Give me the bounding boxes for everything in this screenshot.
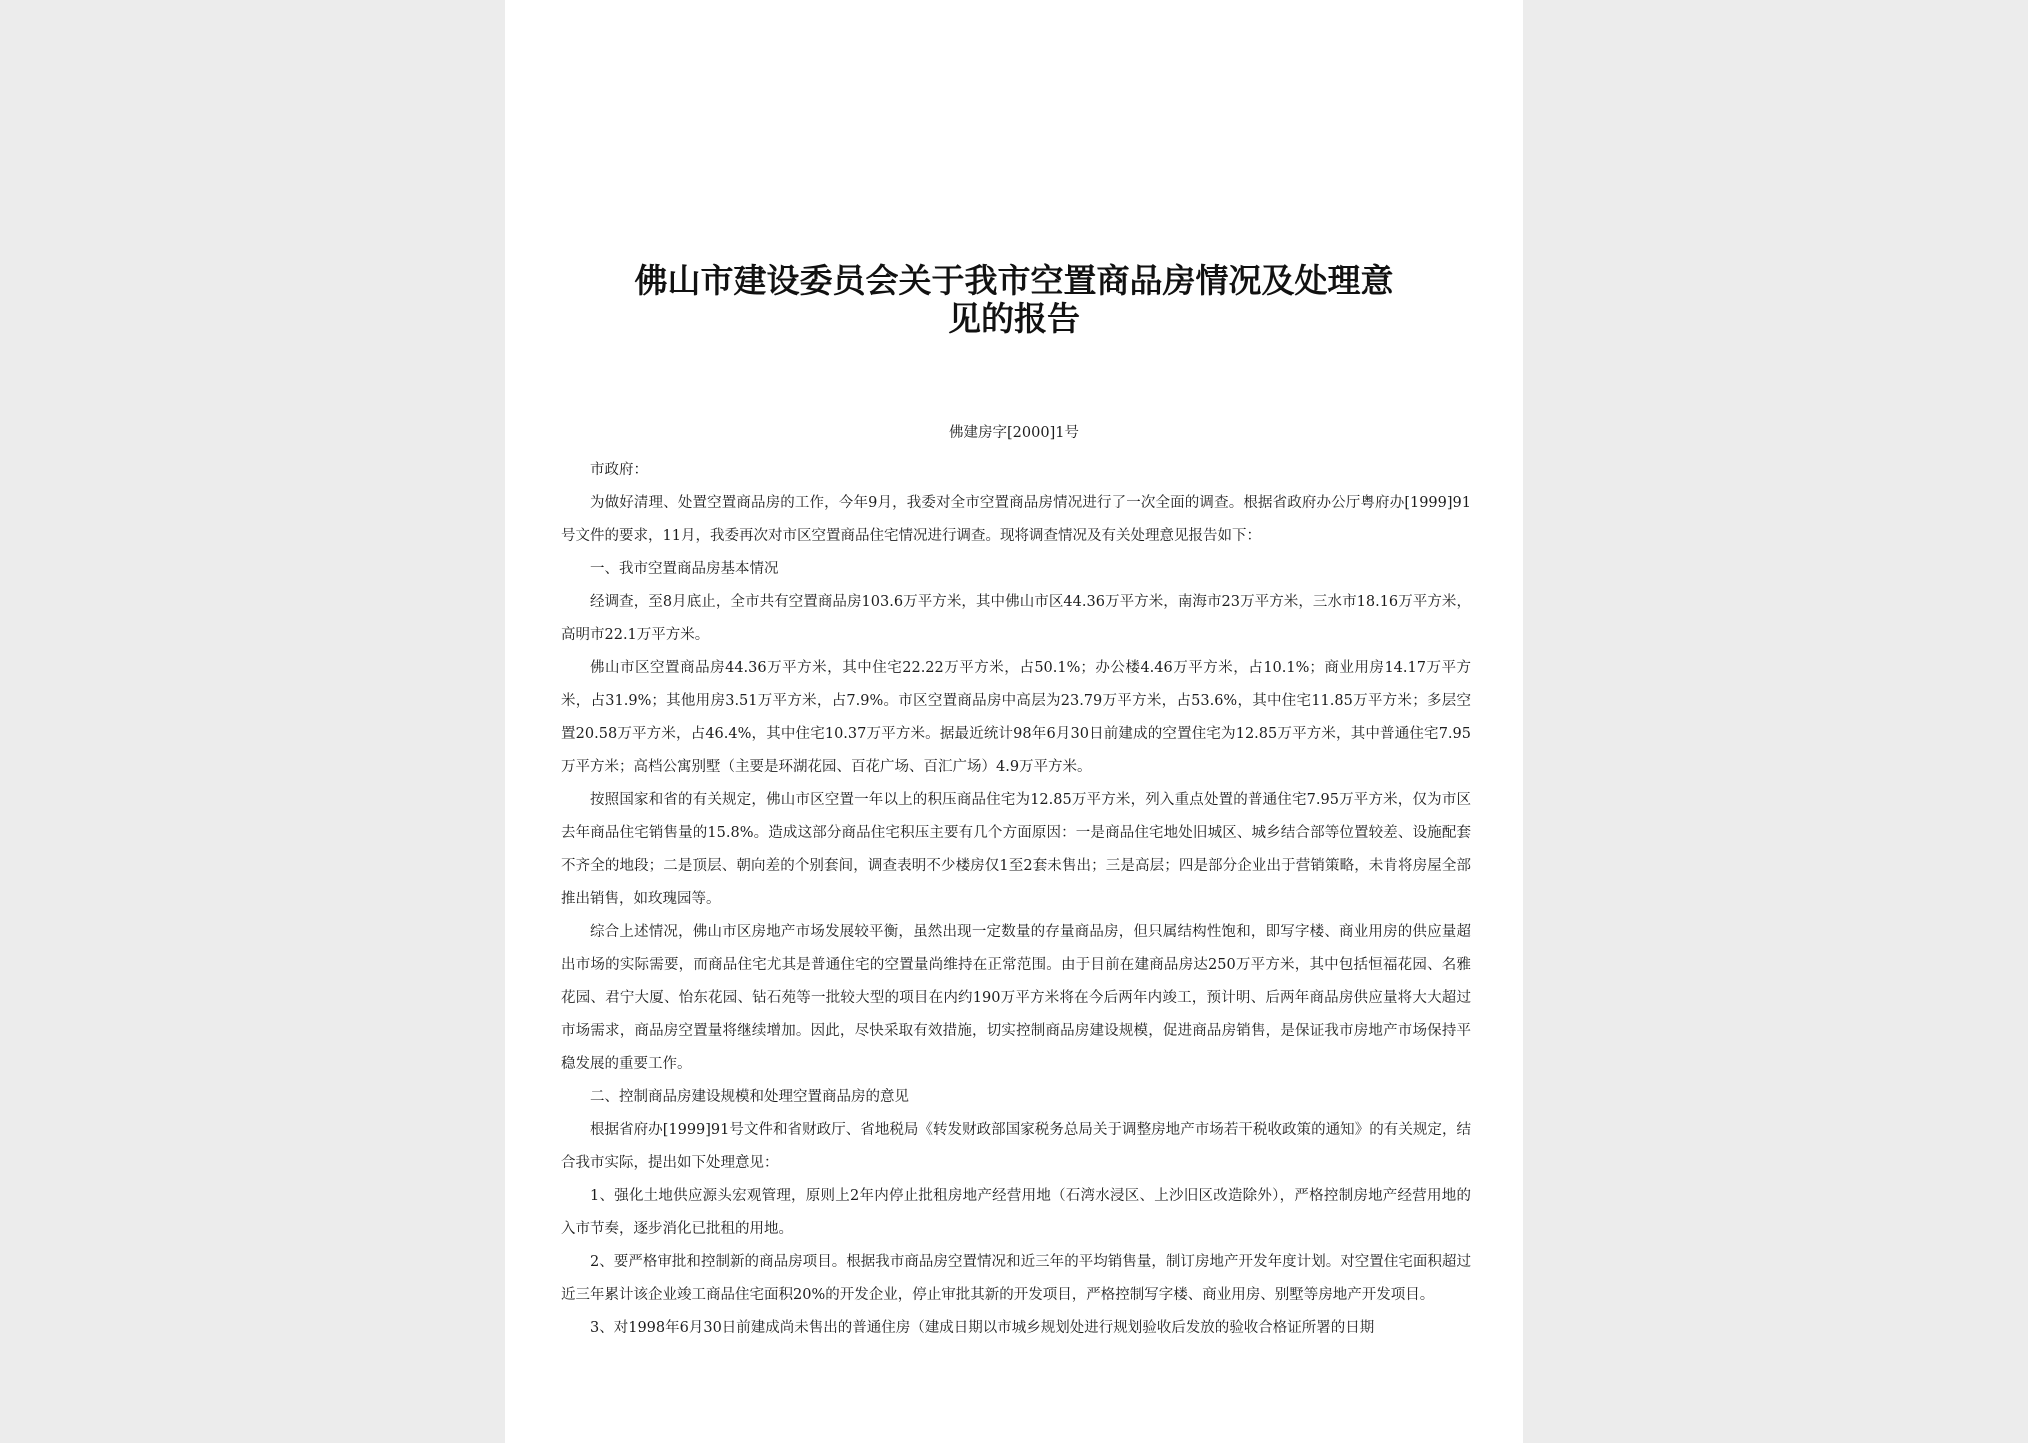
document-page [505,0,1523,1443]
paragraph: 根据省府办[1999]91号文件和省财政厅、省地税局《转发财政部国家税务总局关于调整房地产市场若干税收政策的通知》的有关规定，结合我市实际，提出如下处理意见： [561,1122,1471,1171]
paragraph: 综合上述情况，佛山市区房地产市场发展较平衡，虽然出现一定数量的存量商品房，但只属结构性饱和，即写字楼、商业用房的供应量超出市场的实际需要，而商品住宅尤其是普通住宅的空置量尚维持在正常范围。由于目前在建商品房达250万平方米，其中包括恒福花园、名雅花园、君宁大厦、怡东花园、钻石苑等一批较大型的项目在内约190万平方米将在今后两年内竣工，预计明、后两年商品房供应量将大大超过市场需求，商品房空置量将继续增加。因此，尽快采取有效措施，切实控制商品房建设规模，促进商品房销售，是保证我市房地产市场保持平稳发展的重要工作。 [561,924,1471,1072]
list-item-3: 3、对1998年6月30日前建成尚未售出的普通住房（建成日期以市城乡规划处进行规划验收后发放的验收合格证所署的日期 [590,1320,1375,1336]
paragraph: 佛山市区空置商品房44.36万平方米，其中住宅22.22万平方米，占50.1%；办公楼4.46万平方米，占10.1%；商业用房14.17万平方米，占31.9%；其他用房3.51万平方米，占7.9%。市区空置商品房中高层为23.79万平方米，占53.6%，其中住宅11.85万平方米；多层空置20.58万平方米，占46.4%，其中住宅10.37万平方米。据最近统计98年6月30日前建成的空置住宅为12.85万平方米，其中普通住宅7.95万平方米；高档公寓别墅（主要是环湖花园、百花广场、百汇广场）4.9万平方米。 [561,660,1472,775]
paragraph: 按照国家和省的有关规定，佛山市区空置一年以上的积压商品住宅为12.85万平方米，列入重点处置的普通住宅7.95万平方米，仅为市区去年商品住宅销售量的15.8%。造成这部分商品住宅积压主要有几个方面原因：一是商品住宅地处旧城区、城乡结合部等位置较差、设施配套不齐全的地段；二是顶层、朝向差的个别套间，调查表明不少楼房仅1至2套未售出；三是高层；四是部分企业出于营销策略，未肯将房屋全部推出销售，如玫瑰园等。 [561,792,1471,907]
salutation: 市政府： [590,462,648,478]
section-heading-1: 一、我市空置商品房基本情况 [590,561,779,577]
document-body [561,454,1471,1345]
paragraph-intro: 为做好清理、处置空置商品房的工作，今年9月，我委对全市空置商品房情况进行了一次全面的调查。根据省政府办公厅粤府办[1999]91号文件的要求，11月，我委再次对市区空置商品住宅情况进行调查。现将调查情况及有关处理意见报告如下： [561,495,1471,544]
list-item-1: 1、强化土地供应源头宏观管理，原则上2年内停止批租房地产经营用地（石湾水浸区、上沙旧区改造除外），严格控制房地产经营用地的入市节奏，逐步消化已批租的用地。 [561,1188,1471,1237]
title-line-1: 佛山市建设委员会关于我市空置商品房情况及处理意 [634,261,1394,300]
document-title [505,262,1523,338]
paragraph: 经调查，至8月底止，全市共有空置商品房103.6万平方米，其中佛山市区44.36万平方米，南海市23万平方米，三水市18.16万平方米，高明市22.1万平方米。 [561,594,1471,643]
title-line-2: 见的报告 [948,299,1080,338]
document-number: 佛建房字[2000]1号 [949,425,1079,441]
section-heading-2: 二、控制商品房建设规模和处理空置商品房的意见 [590,1089,909,1105]
list-item-2: 2、要严格审批和控制新的商品房项目。根据我市商品房空置情况和近三年的平均销售量，制订房地产开发年度计划。对空置住宅面积超过近三年累计该企业竣工商品住宅面积20%的开发企业，停止审批其新的开发项目，严格控制写字楼、商业用房、别墅等房地产开发项目。 [561,1254,1471,1303]
